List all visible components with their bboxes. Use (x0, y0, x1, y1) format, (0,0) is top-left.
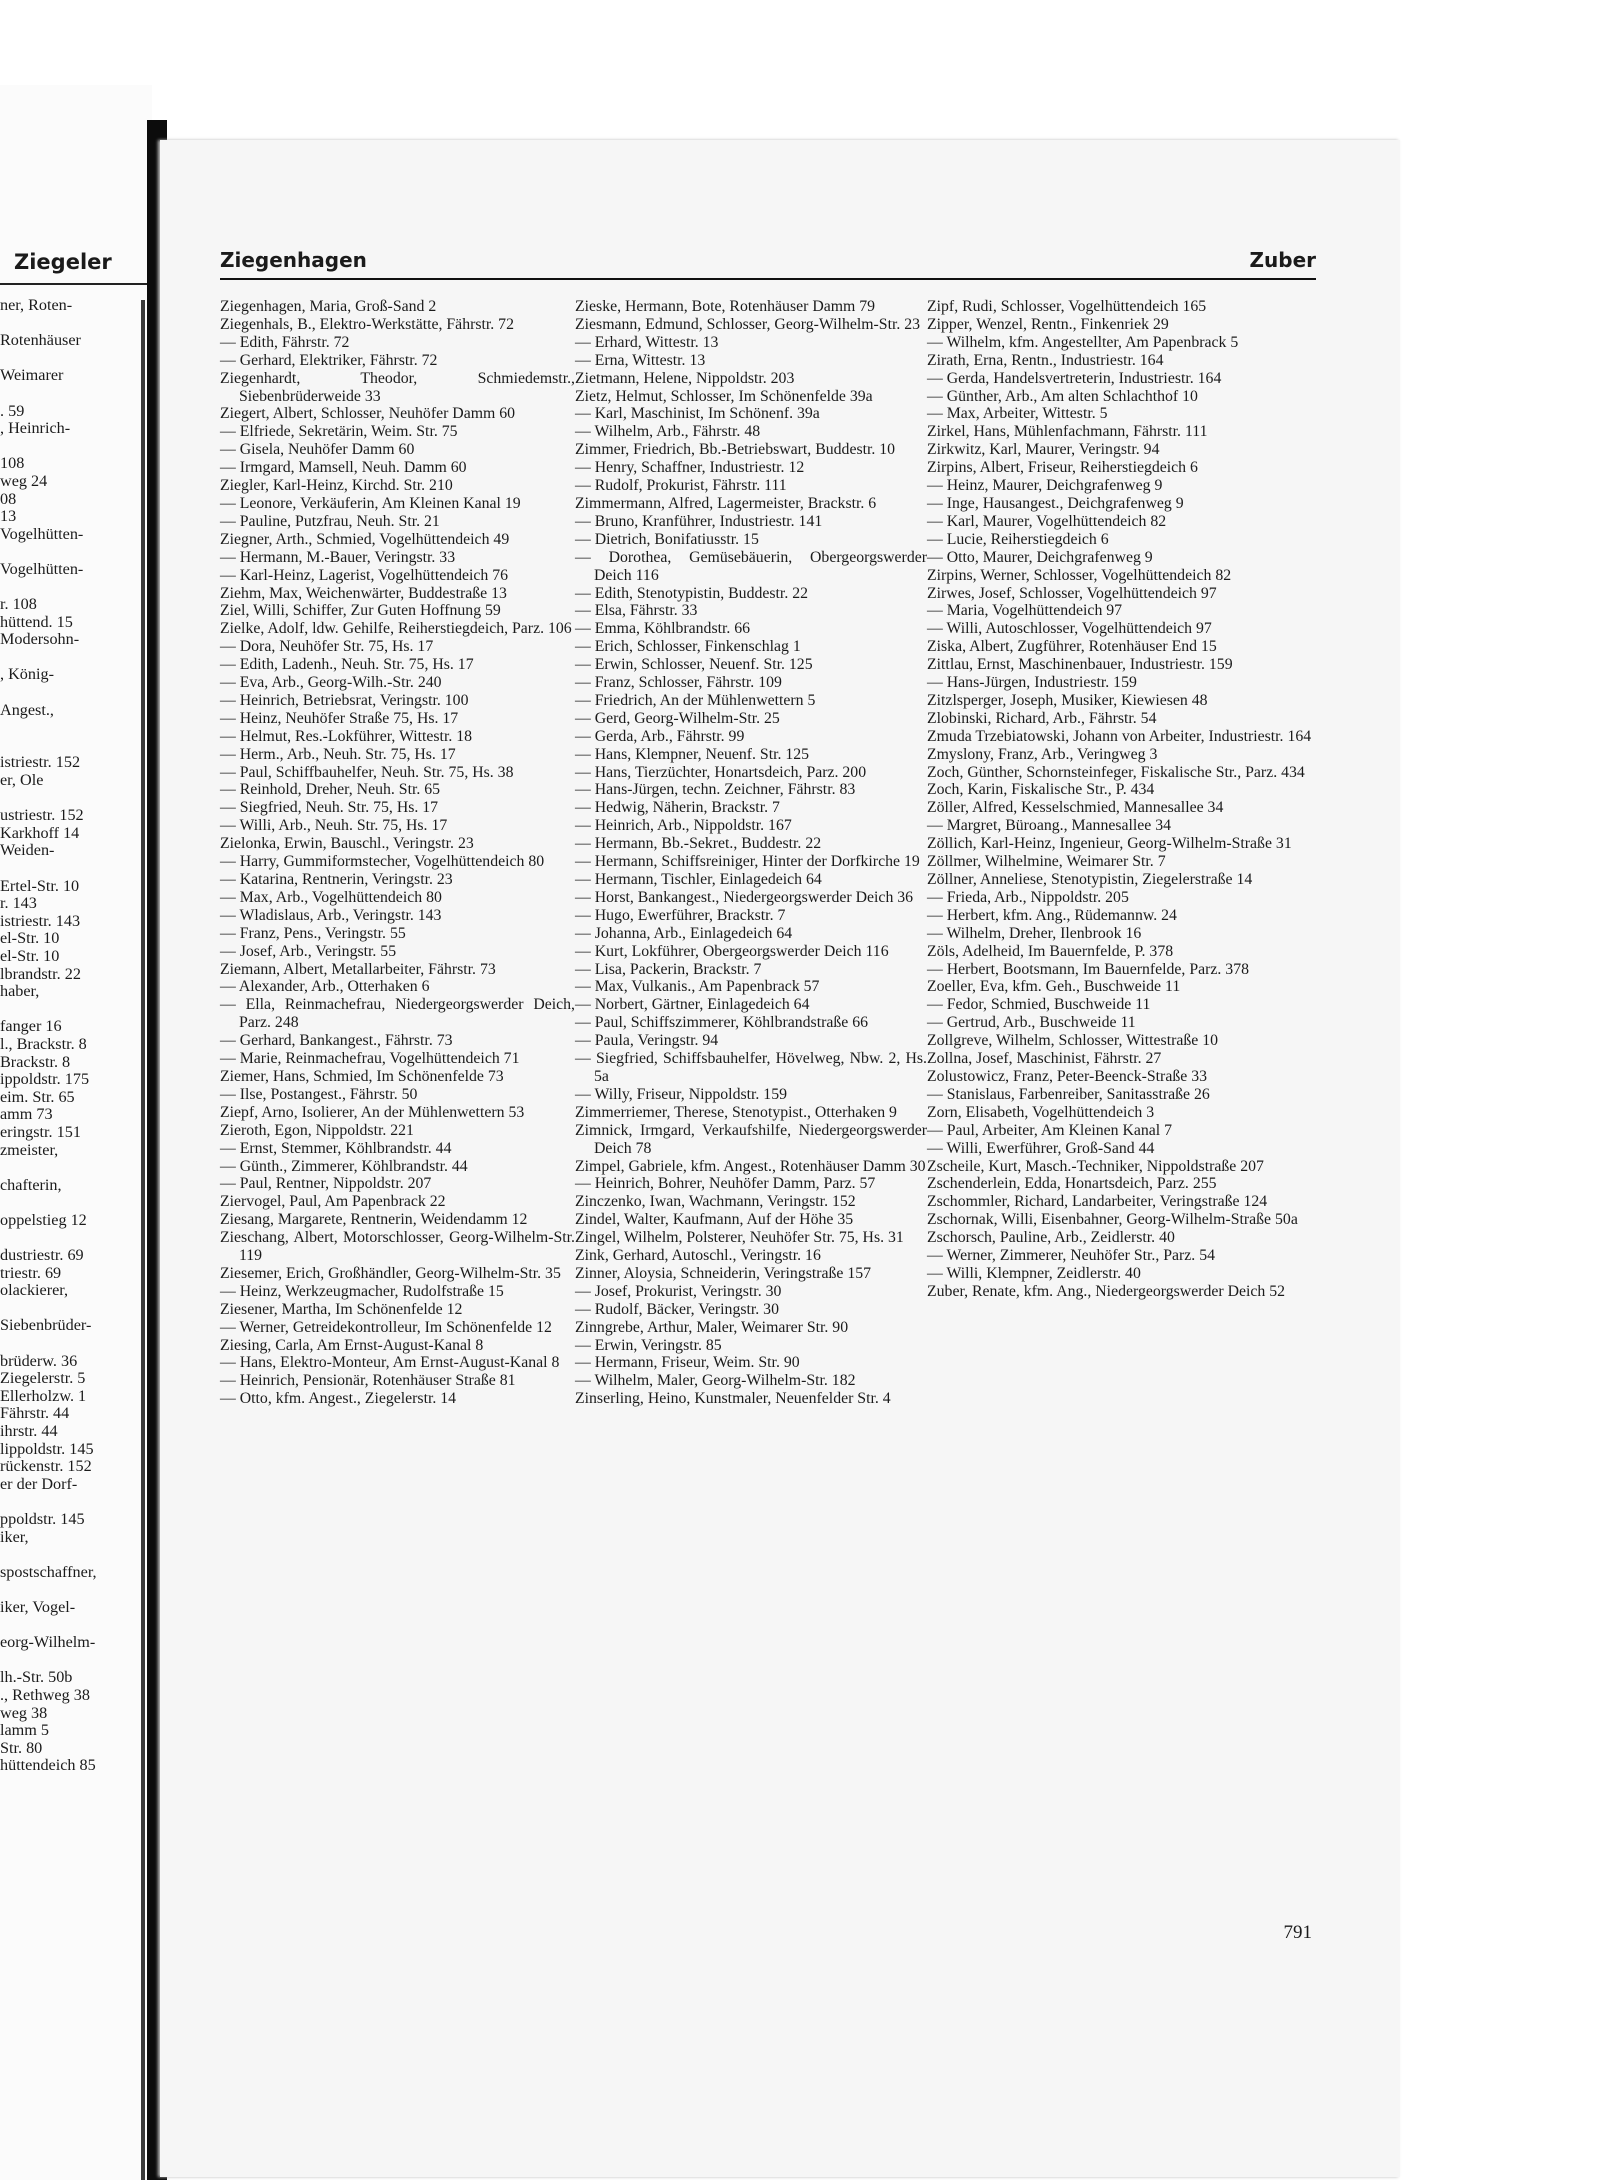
directory-entry: Zollgreve, Wilhelm, Schlosser, Wittestraße 10 (927, 1032, 1219, 1050)
left-page-line (0, 315, 152, 333)
left-page-line: , König- (0, 665, 54, 684)
left-page-line: zmeister, (0, 1140, 59, 1159)
left-page-line: ., Rethweg 38 (0, 1685, 90, 1704)
directory-entry: — Willi, Klempner, Zeidlerstr. 40 (927, 1264, 1141, 1282)
directory-entry: Zschenderlein, Edda, Honartsdeich, Parz. 255 (927, 1175, 1217, 1193)
directory-entry: Ziesmann, Edmund, Schlosser, Georg-Wilhelm-Str. 23 (575, 315, 921, 333)
directory-entry: — Herm., Arb., Neuh. Str. 75, Hs. 17 (220, 745, 456, 763)
directory-entry: Ziegenhals, B., Elektro-Werkstätte, Fährstr. 72 (220, 315, 514, 333)
directory-entry: Zieske, Hermann, Bote, Rotenhäuser Damm 79 (575, 298, 876, 315)
directory-entry: — Wladislaus, Arb., Veringstr. 143 (220, 906, 442, 924)
directory-entry: Zoch, Karin, Fiskalische Str., P. 434 (927, 781, 1155, 799)
left-page-line: . 59 (0, 401, 25, 420)
left-page-line: Weimarer (0, 366, 64, 385)
left-page-line: Str. 80 (0, 1738, 43, 1757)
directory-entry: Zielonka, Erwin, Bauschl., Veringstr. 23 (220, 835, 474, 853)
directory-entry: Zollna, Josef, Maschinist, Fährstr. 27 (927, 1050, 1162, 1068)
directory-entry: Zöllich, Karl-Heinz, Ingenieur, Georg-Wilhelm-Straße 31 (927, 835, 1292, 853)
directory-entry: — Werner, Getreidekontrolleur, Im Schönenfelde 12 (220, 1318, 552, 1336)
left-page-line (0, 684, 152, 702)
directory-entry: — Paula, Veringstr. 94 (575, 1032, 719, 1050)
directory-entry: Zindel, Walter, Kaufmann, Auf der Höhe 35 (575, 1211, 854, 1229)
directory-entry: — Hugo, Ewerführer, Brackstr. 7 (575, 906, 786, 924)
directory-entry: — Erna, Wittestr. 13 (575, 351, 706, 369)
directory-entry: — Hermann, Bb.-Sekret., Buddestr. 22 (575, 835, 822, 853)
directory-entry: Ziegert, Albert, Schlosser, Neuhöfer Damm 60 (220, 405, 516, 423)
directory-entry: Zoeller, Eva, kfm. Geh., Buschweide 11 (927, 978, 1181, 996)
left-page-line: Weiden- (0, 841, 55, 860)
directory-entry: Zinngrebe, Arthur, Maler, Weimarer Str. 90 (575, 1318, 849, 1336)
directory-entry: Zöllmer, Wilhelmine, Weimarer Str. 7 (927, 853, 1166, 871)
left-page-line: oppelstieg 12 (0, 1210, 87, 1229)
left-page-line: istriestr. 152 (0, 753, 81, 772)
directory-entry: Zieroth, Egon, Nippoldstr. 221 (220, 1121, 414, 1139)
directory-entry: — Wilhelm, kfm. Angestellter, Am Papenbrack 5 (927, 333, 1239, 351)
left-page-line (0, 1194, 152, 1212)
left-page-line: rückenstr. 152 (0, 1457, 92, 1476)
left-page-line: spostschaffner, (0, 1562, 97, 1581)
directory-entry: Zoch, Günther, Schornsteinfeger, Fiskalische Str., Parz. 434 (927, 763, 1305, 781)
directory-entry: — Fedor, Schmied, Buschweide 11 (927, 996, 1151, 1014)
directory-entry: Ziesemer, Erich, Großhändler, Georg-Wilhelm-Str. 35 (220, 1264, 561, 1282)
left-page-line (0, 1652, 152, 1670)
directory-entry: — Inge, Hausangest., Deichgrafenweg 9 (927, 494, 1184, 512)
directory-entry: — Maria, Vogelhüttendeich 97 (927, 602, 1123, 620)
directory-entry: — Heinz, Neuhöfer Straße 75, Hs. 17 (220, 709, 459, 727)
left-page-line: Siebenbrüder- (0, 1316, 92, 1335)
left-page-line: weg 38 (0, 1703, 48, 1722)
directory-entry: — Horst, Bankangest., Niedergeorgswerder Deich 36 (575, 888, 914, 906)
directory-entry: — Josef, Prokurist, Veringstr. 30 (575, 1282, 782, 1300)
directory-entry: — Leonore, Verkäuferin, Am Kleinen Kanal 19 (220, 494, 521, 512)
left-page-line: ner, Roten- (0, 296, 73, 314)
directory-entry: — Lucie, Reiherstiegdeich 6 (927, 530, 1109, 548)
directory-entry: — Alexander, Arb., Otterhaken 6 (220, 978, 430, 996)
directory-entry: — Heinrich, Bohrer, Neuhöfer Damm, Parz. 57 (575, 1175, 876, 1193)
left-page-line: ihrstr. 44 (0, 1422, 58, 1440)
left-header-rule (0, 283, 152, 285)
directory-entry: — Hedwig, Näherin, Brackstr. 7 (575, 799, 780, 817)
directory-entry: — Kurt, Lokführer, Obergeorgswerder Deich 116 (575, 942, 889, 960)
directory-entry: — Reinhold, Dreher, Neuh. Str. 65 (220, 781, 441, 799)
directory-entry: — Heinrich, Arb., Nippoldstr. 167 (575, 817, 792, 835)
directory-page (160, 140, 1400, 2177)
directory-entry: Zirpins, Albert, Friseur, Reiherstiegdeich 6 (927, 459, 1198, 477)
directory-entry: — Otto, Maurer, Deichgrafenweg 9 (927, 548, 1153, 566)
directory-entry: — Otto, kfm. Angest., Ziegelerstr. 14 (220, 1390, 457, 1408)
directory-entry: — Ilse, Postangest., Fährstr. 50 (220, 1085, 418, 1103)
directory-column-2 (575, 298, 927, 1408)
left-page-line (0, 1300, 152, 1318)
left-page-line: 13 (0, 507, 17, 526)
directory-entry: Zinner, Aloysia, Schneiderin, Veringstraße 157 (575, 1264, 872, 1282)
header-rule (220, 278, 1316, 280)
directory-entry: Zink, Gerhard, Autoschl., Veringstr. 16 (575, 1247, 821, 1265)
directory-entry: Zimmermann, Alfred, Lagermeister, Brackstr. 6 (575, 494, 877, 512)
directory-entry: Zitzlsperger, Joseph, Musiker, Kiewiesen 48 (927, 691, 1208, 709)
directory-entry: Zorn, Elisabeth, Vogelhüttendeich 3 (927, 1103, 1155, 1121)
left-page-line: r. 143 (0, 894, 37, 913)
directory-entry: Zscheile, Kurt, Masch.-Techniker, Nippoldstraße 207 (927, 1157, 1264, 1175)
directory-entry: — Max, Arbeiter, Wittestr. 5 (927, 405, 1108, 423)
left-page-header: Ziegeler (14, 250, 112, 274)
directory-entry: — Erhard, Wittestr. 13 (575, 333, 719, 351)
directory-entry: — Gisela, Neuhöfer Damm 60 (220, 441, 415, 459)
directory-entry: — Stanislaus, Farbenreiber, Sanitasstraße 26 (927, 1085, 1210, 1103)
left-page-line: , Heinrich- (0, 419, 71, 438)
directory-entry: Ziemann, Albert, Metallarbeiter, Fährstr. 73 (220, 960, 496, 978)
left-page-line: 08 (0, 489, 17, 508)
left-page-line: lh.-Str. 50b (0, 1668, 73, 1687)
directory-entry: — Hermann, M.-Bauer, Veringstr. 33 (220, 548, 456, 566)
directory-entry: Zuber, Renate, kfm. Ang., Niedergeorgswerder Deich 52 (927, 1282, 1286, 1300)
left-page-line: er der Dorf- (0, 1474, 78, 1493)
directory-entry: — Irmgard, Mamsell, Neuh. Damm 60 (220, 459, 467, 477)
directory-entry: — Hermann, Friseur, Weim. Str. 90 (575, 1354, 800, 1372)
left-page-line (0, 860, 152, 878)
directory-entry: — Gerd, Georg-Wilhelm-Str. 25 (575, 709, 780, 727)
directory-entry: — Marie, Reinmachefrau, Vogelhüttendeich 71 (220, 1050, 520, 1068)
book-gutter-shadow (141, 300, 145, 2180)
directory-entry: — Hans-Jürgen, Industriestr. 159 (927, 674, 1137, 692)
directory-entry: — Wilhelm, Maler, Georg-Wilhelm-Str. 182 (575, 1372, 856, 1390)
directory-entry: Ziegenhagen, Maria, Groß-Sand 2 (220, 298, 437, 315)
left-page-line (0, 350, 152, 368)
directory-entry: — Norbert, Gärtner, Einlagedeich 64 (575, 996, 810, 1014)
directory-entry: — Dorothea, Gemüsebäuerin, Obergeorgswerder Deich 116 (575, 548, 927, 584)
directory-entry: — Ernst, Stemmer, Köhlbrandstr. 44 (220, 1139, 452, 1157)
directory-entry: Ziel, Willi, Schiffer, Zur Guten Hoffnung 59 (220, 602, 501, 620)
left-page-line (0, 737, 152, 755)
directory-entry: — Willi, Autoschlosser, Vogelhüttendeich 97 (927, 620, 1212, 638)
left-page-column (0, 297, 152, 1775)
directory-entry: — Hans, Klempner, Neuenf. Str. 125 (575, 745, 810, 763)
left-page-line: Rotenhäuser (0, 331, 81, 350)
left-page-line (0, 385, 152, 403)
directory-entry: Zirkel, Hans, Mühlenfachmann, Fährstr. 111 (927, 423, 1208, 441)
directory-entry: Zschommler, Richard, Landarbeiter, Veringstraße 124 (927, 1193, 1268, 1211)
directory-entry: Ziervogel, Paul, Am Papenbrack 22 (220, 1193, 446, 1211)
left-page-line (0, 1617, 152, 1635)
directory-entry: — Henry, Schaffner, Industriestr. 12 (575, 459, 805, 477)
directory-entry: Zipper, Wenzel, Rentn., Finkenriek 29 (927, 315, 1169, 333)
left-page-line: ippoldstr. 175 (0, 1070, 90, 1089)
directory-entry: — Johanna, Arb., Einlagedeich 64 (575, 924, 793, 942)
directory-entry: Ziesing, Carla, Am Ernst-August-Kanal 8 (220, 1336, 484, 1354)
directory-entry: Zöller, Alfred, Kesselschmied, Mannesallee 34 (927, 799, 1224, 817)
left-page-line: eorg-Wilhelm- (0, 1633, 96, 1652)
directory-entry: Ziegenhardt, Theodor, Schmiedemstr., Siebenbrüderweide 33 (220, 369, 575, 405)
left-page-line: Modersohn- (0, 630, 80, 649)
directory-entry: Ziegner, Arth., Schmied, Vogelhüttendeich 49 (220, 530, 510, 548)
directory-entry: — Dora, Neuhöfer Str. 75, Hs. 17 (220, 638, 434, 656)
directory-entry: Ziska, Albert, Zugführer, Rotenhäuser End 15 (927, 638, 1217, 656)
directory-entry: — Günther, Arb., Am alten Schlachthof 10 (927, 387, 1198, 405)
directory-entry: — Margret, Büroang., Mannesallee 34 (927, 817, 1172, 835)
directory-entry: Zinserling, Heino, Kunstmaler, Neuenfelder Str. 4 (575, 1390, 891, 1408)
directory-entry: Zimnick, Irmgard, Verkaufshilfe, Niedergeorgswerder Deich 78 (575, 1121, 927, 1157)
directory-entry: — Harry, Gummiformstecher, Vogelhüttendeich 80 (220, 853, 545, 871)
directory-entry: Zimmerriemer, Therese, Stenotypist., Otterhaken 9 (575, 1103, 897, 1121)
directory-entry: — Hans, Elektro-Monteur, Am Ernst-August-Kanal 8 (220, 1354, 560, 1372)
left-page-line: l., Brackstr. 8 (0, 1034, 87, 1053)
directory-entry: Zietmann, Helene, Nippoldstr. 203 (575, 369, 795, 387)
directory-entry: — Erwin, Veringstr. 85 (575, 1336, 722, 1354)
directory-column-3 (927, 298, 1316, 1301)
directory-column-1 (220, 298, 575, 1408)
left-page-line: ppoldstr. 145 (0, 1509, 85, 1528)
directory-entry: — Hans, Tierzüchter, Honartsdeich, Parz. 200 (575, 763, 867, 781)
left-page-line: lbrandstr. 22 (0, 964, 81, 983)
left-page-line: Angest., (0, 700, 54, 719)
directory-entry: — Willi, Arb., Neuh. Str. 75, Hs. 17 (220, 817, 448, 835)
directory-entry: — Siegfried, Schiffsbauhelfer, Hövelweg, Nbw. 2, Hs. 5a (575, 1050, 927, 1085)
directory-entry: Zietz, Helmut, Schlosser, Im Schönenfelde 39a (575, 387, 873, 405)
directory-entry: — Josef, Arb., Veringstr. 55 (220, 942, 397, 960)
left-page-line: lippoldstr. 145 (0, 1439, 94, 1458)
left-page-line: eim. Str. 65 (0, 1087, 75, 1106)
directory-entry: Zinczenko, Iwan, Wachmann, Veringstr. 152 (575, 1193, 856, 1211)
directory-entry: Zmyslony, Franz, Arb., Veringweg 3 (927, 745, 1158, 763)
directory-entry: Ziepf, Arno, Isolierer, An der Mühlenwettern 53 (220, 1103, 525, 1121)
left-page-line: Ellerholzw. 1 (0, 1386, 87, 1405)
directory-entry: — Heinz, Werkzeugmacher, Rudolfstraße 15 (220, 1282, 504, 1300)
left-page-line: Vogelhütten- (0, 559, 84, 578)
left-page-line (0, 1229, 152, 1247)
directory-entry: — Pauline, Putzfrau, Neuh. Str. 21 (220, 512, 440, 530)
directory-entry: — Heinrich, Pensionär, Rotenhäuser Straße 81 (220, 1372, 516, 1390)
left-page-line (0, 719, 152, 737)
directory-entry: — Günth., Zimmerer, Köhlbrandstr. 44 (220, 1157, 468, 1175)
directory-entry: — Gertrud, Arb., Buschweide 11 (927, 1014, 1136, 1032)
directory-entry: Zimmer, Friedrich, Bb.-Betriebswart, Buddestr. 10 (575, 441, 896, 459)
directory-entry: — Edith, Stenotypistin, Buddestr. 22 (575, 584, 809, 602)
left-page-line (0, 438, 152, 456)
directory-entry: Zlobinski, Richard, Arb., Fährstr. 54 (927, 709, 1157, 727)
left-page-line: chafterin, (0, 1175, 62, 1194)
directory-entry: — Max, Arb., Vogelhüttendeich 80 (220, 888, 442, 906)
left-page-line (0, 790, 152, 808)
directory-entry: — Paul, Schiffbauhelfer, Neuh. Str. 75, Hs. 38 (220, 763, 514, 781)
left-page-line (0, 1493, 152, 1511)
left-page-line (0, 579, 152, 597)
directory-entry: — Dietrich, Bonifatiusstr. 15 (575, 530, 759, 548)
running-head-left: Ziegenhagen (220, 248, 367, 272)
directory-entry: — Wilhelm, Arb., Fährstr. 48 (575, 423, 761, 441)
directory-entry: — Paul, Rentner, Nippoldstr. 207 (220, 1175, 432, 1193)
directory-entry: Zieschang, Albert, Motorschlosser, Georg-Wilhelm-Str. 119 (220, 1229, 575, 1265)
directory-entry: — Edith, Fährstr. 72 (220, 333, 350, 351)
left-page-line (0, 1159, 152, 1177)
directory-entry: — Heinz, Maurer, Deichgrafenweg 9 (927, 477, 1163, 495)
left-page-line: hüttendeich 85 (0, 1756, 96, 1775)
left-page-line: Ziegelerstr. 5 (0, 1369, 86, 1388)
left-page-line: amm 73 (0, 1105, 53, 1124)
directory-entry: — Rudolf, Prokurist, Fährstr. 111 (575, 477, 787, 495)
directory-entry: Zingel, Wilhelm, Polsterer, Neuhöfer Str. 75, Hs. 31 (575, 1229, 904, 1247)
left-page-line: dustriestr. 69 (0, 1246, 84, 1265)
directory-entry: — Max, Vulkanis., Am Papenbrack 57 (575, 978, 820, 996)
left-page-line (0, 543, 152, 561)
directory-entry: — Emma, Köhlbrandstr. 66 (575, 620, 751, 638)
directory-entry: Ziesang, Margarete, Rentnerin, Weidendamm 12 (220, 1211, 528, 1229)
directory-entry: — Bruno, Kranführer, Industriestr. 141 (575, 512, 823, 530)
directory-entry: — Willy, Friseur, Nippoldstr. 159 (575, 1085, 787, 1103)
left-page-line: Fährstr. 44 (0, 1404, 70, 1423)
directory-entry: — Lisa, Packerin, Brackstr. 7 (575, 960, 762, 978)
directory-entry: — Helmut, Res.-Lokführer, Wittestr. 18 (220, 727, 473, 745)
directory-entry: Ziemer, Hans, Schmied, Im Schönenfelde 73 (220, 1067, 504, 1085)
left-page-line: triestr. 69 (0, 1263, 62, 1282)
left-page-line: 108 (0, 454, 25, 473)
directory-entry: — Ella, Reinmachefrau, Niedergeorgswerder Deich, Parz. 248 (220, 996, 575, 1032)
directory-entry: — Siegfried, Neuh. Str. 75, Hs. 17 (220, 799, 439, 817)
left-page-line: istriestr. 143 (0, 911, 81, 930)
directory-entry: — Karl, Maschinist, Im Schönenf. 39a (575, 405, 820, 423)
left-page-line: weg 24 (0, 471, 48, 490)
directory-entry: — Eva, Arb., Georg-Wilh.-Str. 240 (220, 674, 442, 692)
directory-entry: Ziehm, Max, Weichenwärter, Buddestraße 13 (220, 584, 507, 602)
left-page-line: lamm 5 (0, 1721, 50, 1740)
directory-entry: Ziegler, Karl-Heinz, Kirchd. Str. 210 (220, 477, 453, 495)
directory-entry: Zielke, Adolf, ldw. Gehilfe, Reiherstiegdeich, Parz. 106 (220, 620, 572, 638)
left-page-line (0, 1546, 152, 1564)
directory-entry: — Karl, Maurer, Vogelhüttendeich 82 (927, 512, 1167, 530)
directory-entry: — Herbert, Bootsmann, Im Bauernfelde, Parz. 378 (927, 960, 1249, 978)
page-number: 791 (1283, 1922, 1312, 1943)
left-page-line: hüttend. 15 (0, 612, 73, 631)
left-page-fragment (0, 85, 152, 2180)
directory-entry: Zirpins, Werner, Schlosser, Vogelhüttendeich 82 (927, 566, 1232, 584)
directory-entry: — Gerda, Handelsvertreterin, Industriestr. 164 (927, 369, 1222, 387)
directory-entry: — Hans-Jürgen, techn. Zeichner, Fährstr. 83 (575, 781, 856, 799)
directory-entry: — Werner, Zimmerer, Neuhöfer Str., Parz. 54 (927, 1247, 1216, 1265)
running-head-right: Zuber (1249, 248, 1316, 272)
left-page-line: r. 108 (0, 595, 37, 614)
directory-entry: — Paul, Arbeiter, Am Kleinen Kanal 7 (927, 1121, 1173, 1139)
directory-entry: — Gerda, Arb., Fährstr. 99 (575, 727, 745, 745)
left-page-line: Vogelhütten- (0, 524, 84, 543)
directory-entry: — Hermann, Tischler, Einlagedeich 64 (575, 871, 822, 888)
left-page-line: er, Ole (0, 771, 44, 790)
directory-entry: — Franz, Schlosser, Fährstr. 109 (575, 674, 782, 692)
directory-entry: — Erwin, Schlosser, Neuenf. Str. 125 (575, 656, 813, 674)
left-page-line: haber, (0, 982, 40, 1001)
directory-entry: — Elsa, Fährstr. 33 (575, 602, 698, 620)
directory-entry: Zirwes, Josef, Schlosser, Vogelhüttendeich 97 (927, 584, 1217, 602)
directory-entry: — Elfriede, Sekretärin, Weim. Str. 75 (220, 423, 458, 441)
left-page-line: iker, Vogel- (0, 1597, 76, 1616)
directory-entry: — Gerhard, Elektriker, Fährstr. 72 (220, 351, 438, 369)
left-page-line: fanger 16 (0, 1017, 62, 1036)
left-page-line: eringstr. 151 (0, 1122, 81, 1141)
left-page-line (0, 1001, 152, 1019)
left-page-line: Brackstr. 8 (0, 1052, 71, 1071)
directory-entry: Zirath, Erna, Rentn., Industriestr. 164 (927, 351, 1164, 369)
directory-entry: Zimpel, Gabriele, kfm. Angest., Rotenhäuser Damm 30 (575, 1157, 926, 1175)
directory-entry: — Willi, Ewerführer, Groß-Sand 44 (927, 1139, 1155, 1157)
directory-entry: Ziesener, Martha, Im Schönenfelde 12 (220, 1300, 463, 1318)
directory-entry: Zschornak, Willi, Eisenbahner, Georg-Wilhelm-Straße 50a (927, 1211, 1298, 1229)
left-page-line: el-Str. 10 (0, 929, 60, 948)
left-page-line: Ertel-Str. 10 (0, 876, 80, 895)
directory-entry: — Gerhard, Bankangest., Fährstr. 73 (220, 1032, 453, 1050)
directory-entry: Zittlau, Ernst, Maschinenbauer, Industriestr. 159 (927, 656, 1233, 674)
directory-entry: — Karl-Heinz, Lagerist, Vogelhüttendeich 76 (220, 566, 509, 584)
directory-entry: — Wilhelm, Dreher, Ilenbrook 16 (927, 924, 1142, 942)
left-page-line: Karkhoff 14 (0, 823, 80, 842)
directory-entry: Zipf, Rudi, Schlosser, Vogelhüttendeich 165 (927, 298, 1207, 315)
directory-entry: — Hermann, Schiffsreiniger, Hinter der Dorfkirche 19 (575, 853, 920, 871)
directory-entry: — Friedrich, An der Mühlenwettern 5 (575, 691, 816, 709)
directory-entry: — Edith, Ladenh., Neuh. Str. 75, Hs. 17 (220, 656, 474, 674)
directory-entry: Zmuda Trzebiatowski, Johann von Arbeiter, Industriestr. 164 (927, 727, 1312, 745)
directory-entry: Zirkwitz, Karl, Maurer, Veringstr. 94 (927, 441, 1160, 459)
left-page-line (0, 649, 152, 667)
left-page-line: ustriestr. 152 (0, 806, 84, 825)
directory-entry: — Katarina, Rentnerin, Veringstr. 23 (220, 871, 453, 888)
directory-entry: — Erich, Schlosser, Finkenschlag 1 (575, 638, 801, 656)
directory-entry: — Heinrich, Betriebsrat, Veringstr. 100 (220, 691, 469, 709)
left-page-line: iker, (0, 1527, 29, 1546)
directory-entry: Zolustowicz, Franz, Peter-Beenck-Straße 33 (927, 1067, 1207, 1085)
left-page-line (0, 1335, 152, 1353)
directory-entry: Zschorsch, Pauline, Arb., Zeidlerstr. 40 (927, 1229, 1175, 1247)
directory-entry: — Franz, Pens., Veringstr. 55 (220, 924, 406, 942)
left-page-line (0, 1581, 152, 1599)
directory-entry: — Herbert, kfm. Ang., Rüdemannw. 24 (927, 906, 1177, 924)
left-page-line: olackierer, (0, 1281, 69, 1300)
directory-entry: — Paul, Schiffszimmerer, Köhlbrandstraße 66 (575, 1014, 869, 1032)
directory-entry: Zöllner, Anneliese, Stenotypistin, Ziegelerstraße 14 (927, 871, 1253, 888)
left-page-line: brüderw. 36 (0, 1351, 78, 1370)
directory-entry: — Frieda, Arb., Nippoldstr. 205 (927, 888, 1129, 906)
directory-entry: Zöls, Adelheid, Im Bauernfelde, P. 378 (927, 942, 1174, 960)
directory-entry: — Rudolf, Bäcker, Veringstr. 30 (575, 1300, 779, 1318)
left-page-line: el-Str. 10 (0, 946, 60, 965)
